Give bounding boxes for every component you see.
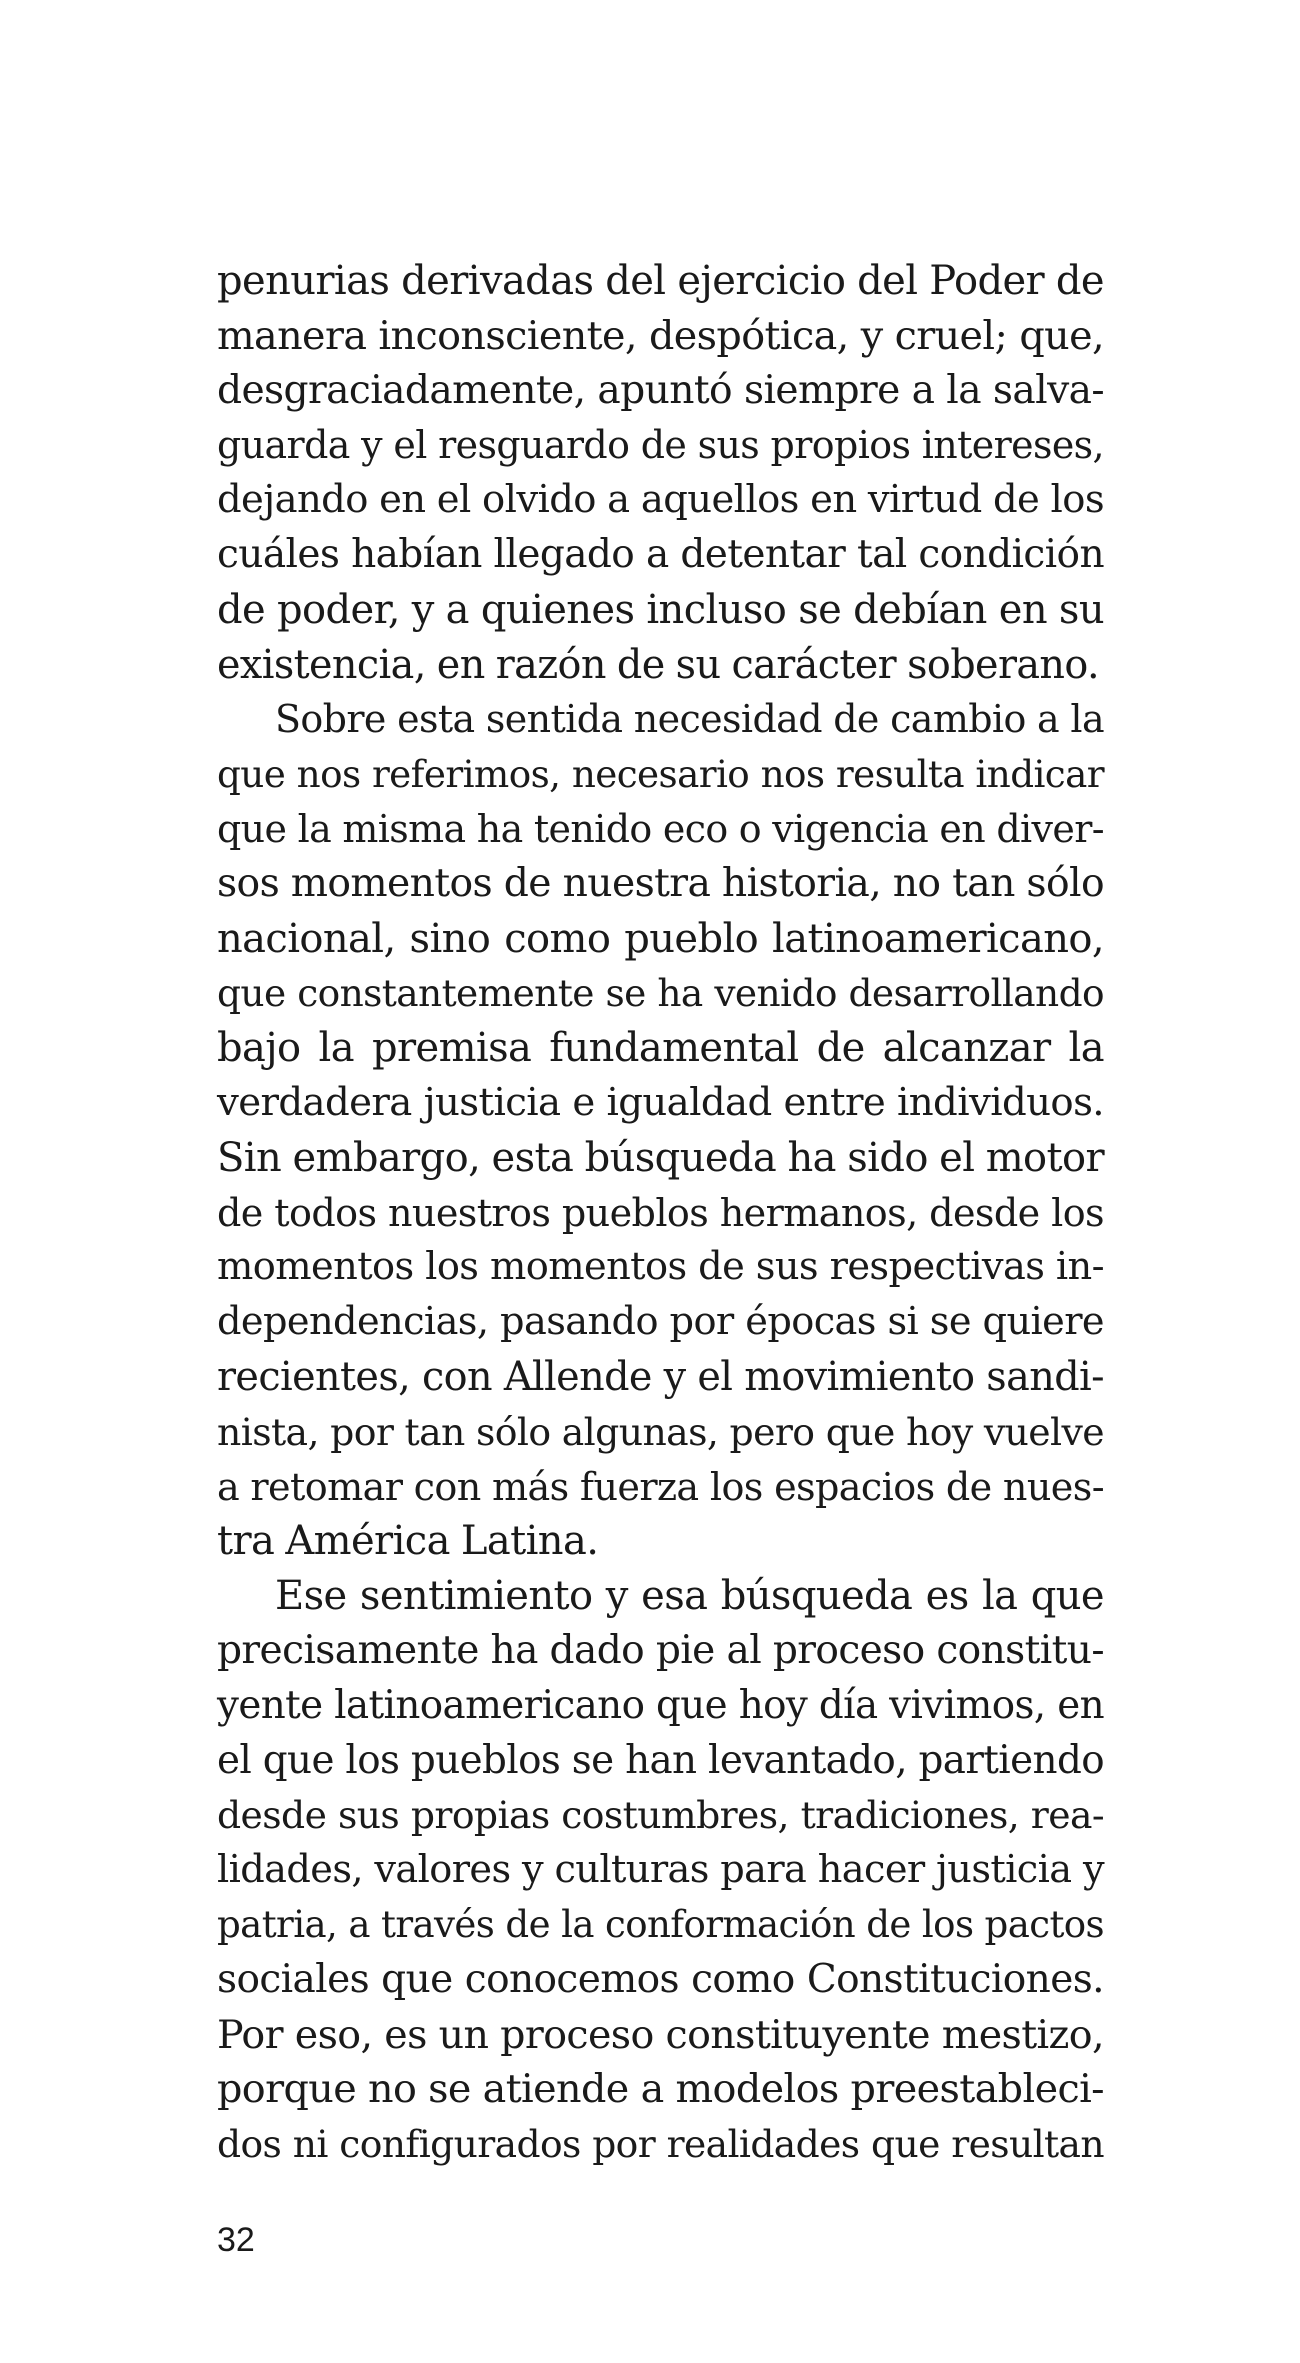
text-line: desgraciadamente, apuntó siempre a la salva- bbox=[217, 367, 1104, 413]
text-line: guarda y el resguardo de sus propios intereses, bbox=[217, 423, 1104, 468]
text-line: patria, a través de la conformación de los pactos bbox=[217, 1902, 1104, 1946]
text-line: momentos los momentos de sus respectivas in- bbox=[217, 1244, 1104, 1290]
text-line: Por eso, es un proceso constituyente mestizo, bbox=[217, 2011, 1104, 2058]
text-line: lidades, valores y culturas para hacer justicia y bbox=[217, 1847, 1104, 1893]
text-line: que la misma ha tenido eco o vigencia en diver- bbox=[217, 806, 1104, 851]
text-line: de todos nuestros pueblos hermanos, desde los bbox=[217, 1190, 1104, 1235]
text-line: Sin embargo, esta búsqueda ha sido el motor bbox=[217, 1134, 1104, 1181]
text-line: desde sus propias costumbres, tradiciones, rea- bbox=[217, 1793, 1104, 1838]
text-line: dejando en el olvido a aquellos en virtud de los bbox=[217, 477, 1104, 523]
text-line: Sobre esta sentida necesidad de cambio a la bbox=[275, 697, 1104, 742]
text-line: dos ni configurados por realidades que resultan bbox=[217, 2122, 1104, 2167]
text-line: que constantemente se ha venido desarrollando bbox=[217, 971, 1104, 1016]
body-text bbox=[217, 254, 1104, 2172]
text-line: verdadera justicia e igualdad entre individuos. bbox=[217, 1079, 1104, 1125]
text-line: sociales que conocemos como Constituciones. bbox=[217, 1956, 1104, 2002]
text-line: tra América Latina. bbox=[217, 1518, 599, 1565]
text-line: sos momentos de nuestra historia, no tan sólo bbox=[217, 860, 1104, 906]
text-line: bajo la premisa fundamental de alcanzar la bbox=[217, 1025, 1104, 1072]
text-line: porque no se atiende a modelos preestableci- bbox=[217, 2066, 1104, 2113]
text-line: nacional, sino como pueblo latinoamericano, bbox=[217, 915, 1104, 962]
text-line: penurias derivadas del ejercicio del Poder de bbox=[217, 258, 1104, 304]
text-line: que nos referimos, necesario nos resulta indicar bbox=[217, 752, 1104, 797]
text-line: cuáles habían llegado a detentar tal condición bbox=[217, 531, 1104, 577]
text-line: yente latinoamericano que hoy día vivimos, en bbox=[217, 1682, 1104, 1728]
text-line: dependencias, pasando por épocas si se quiere bbox=[217, 1299, 1104, 1345]
page-number: 32 bbox=[217, 2221, 255, 2259]
text-line: manera inconsciente, despótica, y cruel; que, bbox=[217, 312, 1104, 359]
text-line: el que los pueblos se han levantado, partiendo bbox=[217, 1737, 1104, 1783]
text-line: recientes, con Allende y el movimiento sandi- bbox=[217, 1353, 1104, 1400]
text-line: a retomar con más fuerza los espacios de nues- bbox=[217, 1464, 1104, 1509]
text-line: Ese sentimiento y esa búsqueda es la que bbox=[275, 1573, 1104, 1620]
text-line: nista, por tan sólo algunas, pero que hoy vuelve bbox=[217, 1409, 1104, 1454]
text-line: de poder, y a quienes incluso se debían en su bbox=[217, 586, 1104, 633]
text-line: existencia, en razón de su carácter soberano. bbox=[217, 641, 1100, 688]
text-line: precisamente ha dado pie al proceso constitu- bbox=[217, 1627, 1104, 1673]
